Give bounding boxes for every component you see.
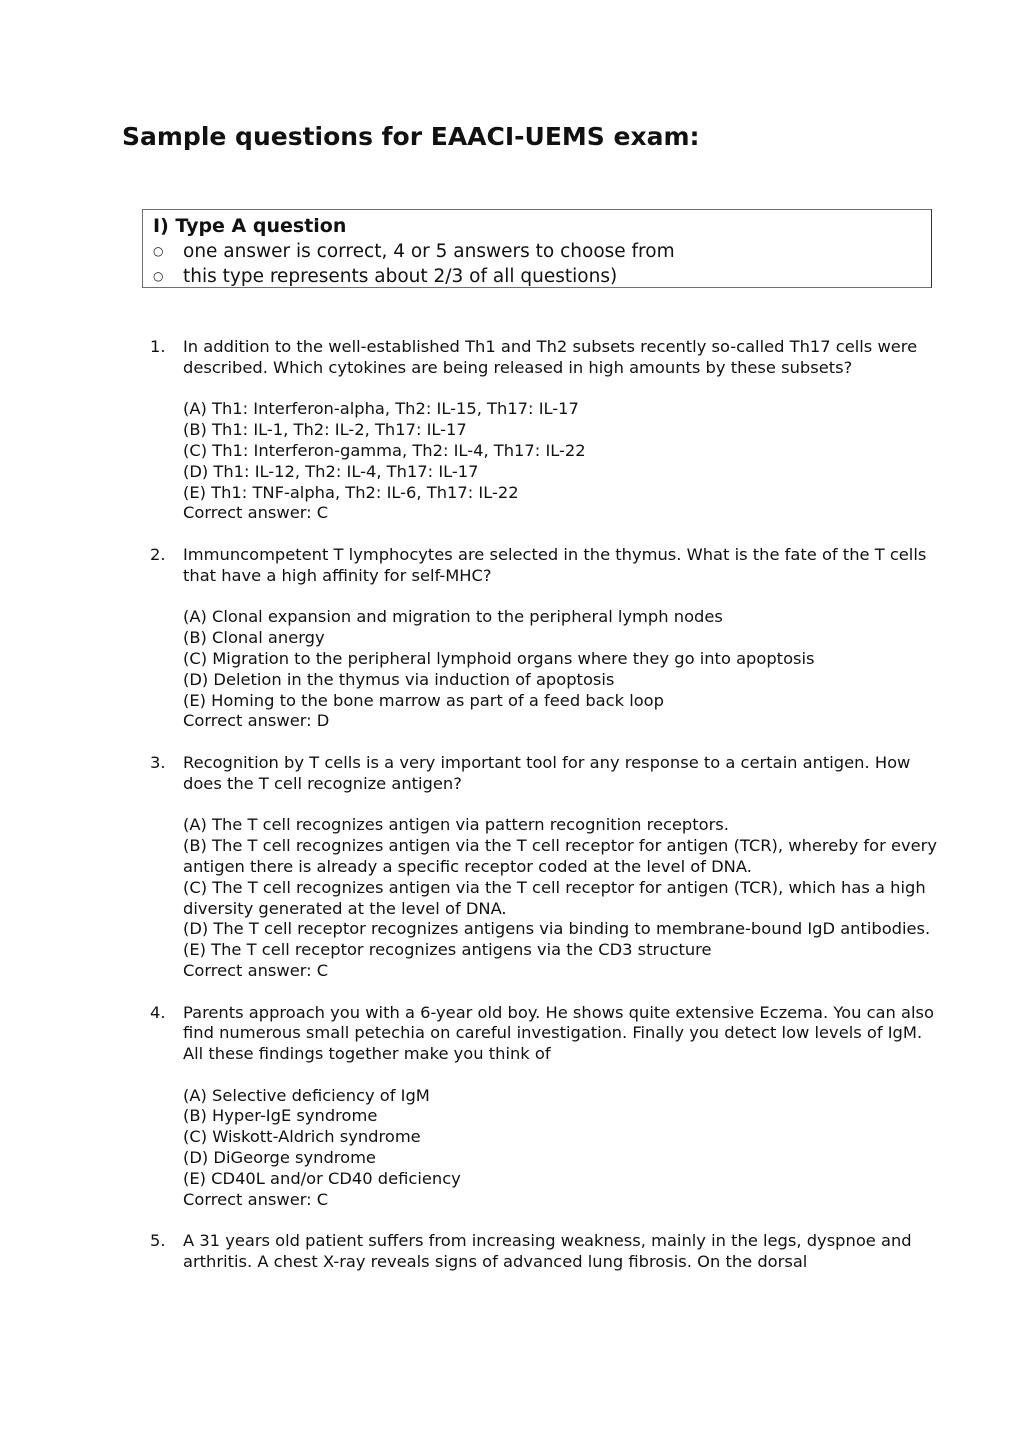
question-number: 1. [150,337,166,356]
question-number: 2. [150,544,166,564]
answer-option: (B) Hyper-IgE syndrome [183,1106,378,1126]
answer-option: (C) Th1: Interferon-gamma, Th2: IL-4, Th17: IL-22 [183,440,586,460]
answer-option: (A) Th1: Interferon-alpha, Th2: IL-15, Th17: IL-17 [183,399,579,419]
answer-option: (D) The T cell receptor recognizes antigens via binding to membrane-bound IgD antibodies. [183,919,931,939]
answer-option: (B) The T cell recognizes antigen via the T cell receptor for antigen (TCR), whereby for every antigen there is already a specific receptor coded at the level of DNA. [183,836,937,876]
answer-option: (A) Clonal expansion and migration to the peripheral lymph nodes [183,607,723,627]
box-bullet [153,264,931,289]
answer-option: (E) Th1: TNF-alpha, Th2: IL-6, Th17: IL-22 [183,482,519,502]
correct-answer: Correct answer: C [183,503,329,523]
circle-bullet-icon: ○ [153,244,164,258]
answer-option: (B) Th1: IL-1, Th2: IL-2, Th17: IL-17 [183,420,467,440]
answer-option: (C) The T cell recognizes antigen via the T cell receptor for antigen (TCR), which has a high diversity generated at the level of DNA. [183,877,926,918]
question-stem: Parents approach you with a 6-year old boy. He shows quite extensive Eczema. You can also find numerous small petechia on careful investigation. Finally you detect low levels of IgM. All these findings together make you think of [183,1002,934,1064]
answer-option: (D) Deletion in the thymus via induction of apoptosis [183,669,615,689]
page-title: Sample questions for EAACI-UEMS exam: [122,122,700,151]
correct-answer: Correct answer: D [183,711,330,731]
answer-option: (C) Wiskott-Aldrich syndrome [183,1127,421,1147]
answer-option: (C) Migration to the peripheral lymphoid organs where they go into apoptosis [183,648,815,668]
question-item [150,1231,940,1273]
question-item [150,1003,940,1211]
correct-answer: Correct answer: C [183,1189,329,1209]
correct-answer: Correct answer: C [183,960,329,980]
box-heading: I) Type A question [153,215,347,237]
box-bullet [153,239,931,264]
answer-option: (A) Selective deficiency of IgM [183,1085,430,1105]
answer-option: (E) Homing to the bone marrow as part of a feed back loop [183,690,664,710]
question-stem: In addition to the well-established Th1 and Th2 subsets recently so-called Th17 cells were described. Which cytokines are being released in high amounts by these subsets? [183,337,918,377]
box-bullet-text: this type represents about 2/3 of all questions) [183,266,618,287]
question-item [150,753,940,982]
question-stem: Immuncompetent T lymphocytes are selected in the thymus. What is the fate of the T cells that have a high affinity for self-MHC? [183,544,927,585]
answer-option: (E) The T cell receptor recognizes antigens via the CD3 structure [183,940,712,960]
question-type-box [142,209,932,288]
circle-bullet-icon: ○ [153,269,164,283]
box-bullet-text: one answer is correct, 4 or 5 answers to choose from [183,241,675,262]
question-number: 4. [150,1002,166,1022]
question-number: 3. [150,752,166,772]
question-stem: Recognition by T cells is a very important tool for any response to a certain antigen. How does the T cell recognize antigen? [183,752,911,793]
question-item [150,337,940,524]
question-item [150,545,940,732]
answer-option: (A) The T cell recognizes antigen via pattern recognition receptors. [183,815,729,835]
question-number: 5. [150,1231,166,1251]
question-stem: A 31 years old patient suffers from increasing weakness, mainly in the legs, dyspnoe and arthritis. A chest X-ray reveals signs of advanced lung fibrosis. On the dorsal [183,1231,912,1272]
answer-option: (D) Th1: IL-12, Th2: IL-4, Th17: IL-17 [183,461,479,481]
answer-option: (E) CD40L and/or CD40 deficiency [183,1168,461,1188]
question-list [150,337,940,1273]
answer-option: (B) Clonal anergy [183,628,325,648]
answer-option: (D) DiGeorge syndrome [183,1148,376,1168]
